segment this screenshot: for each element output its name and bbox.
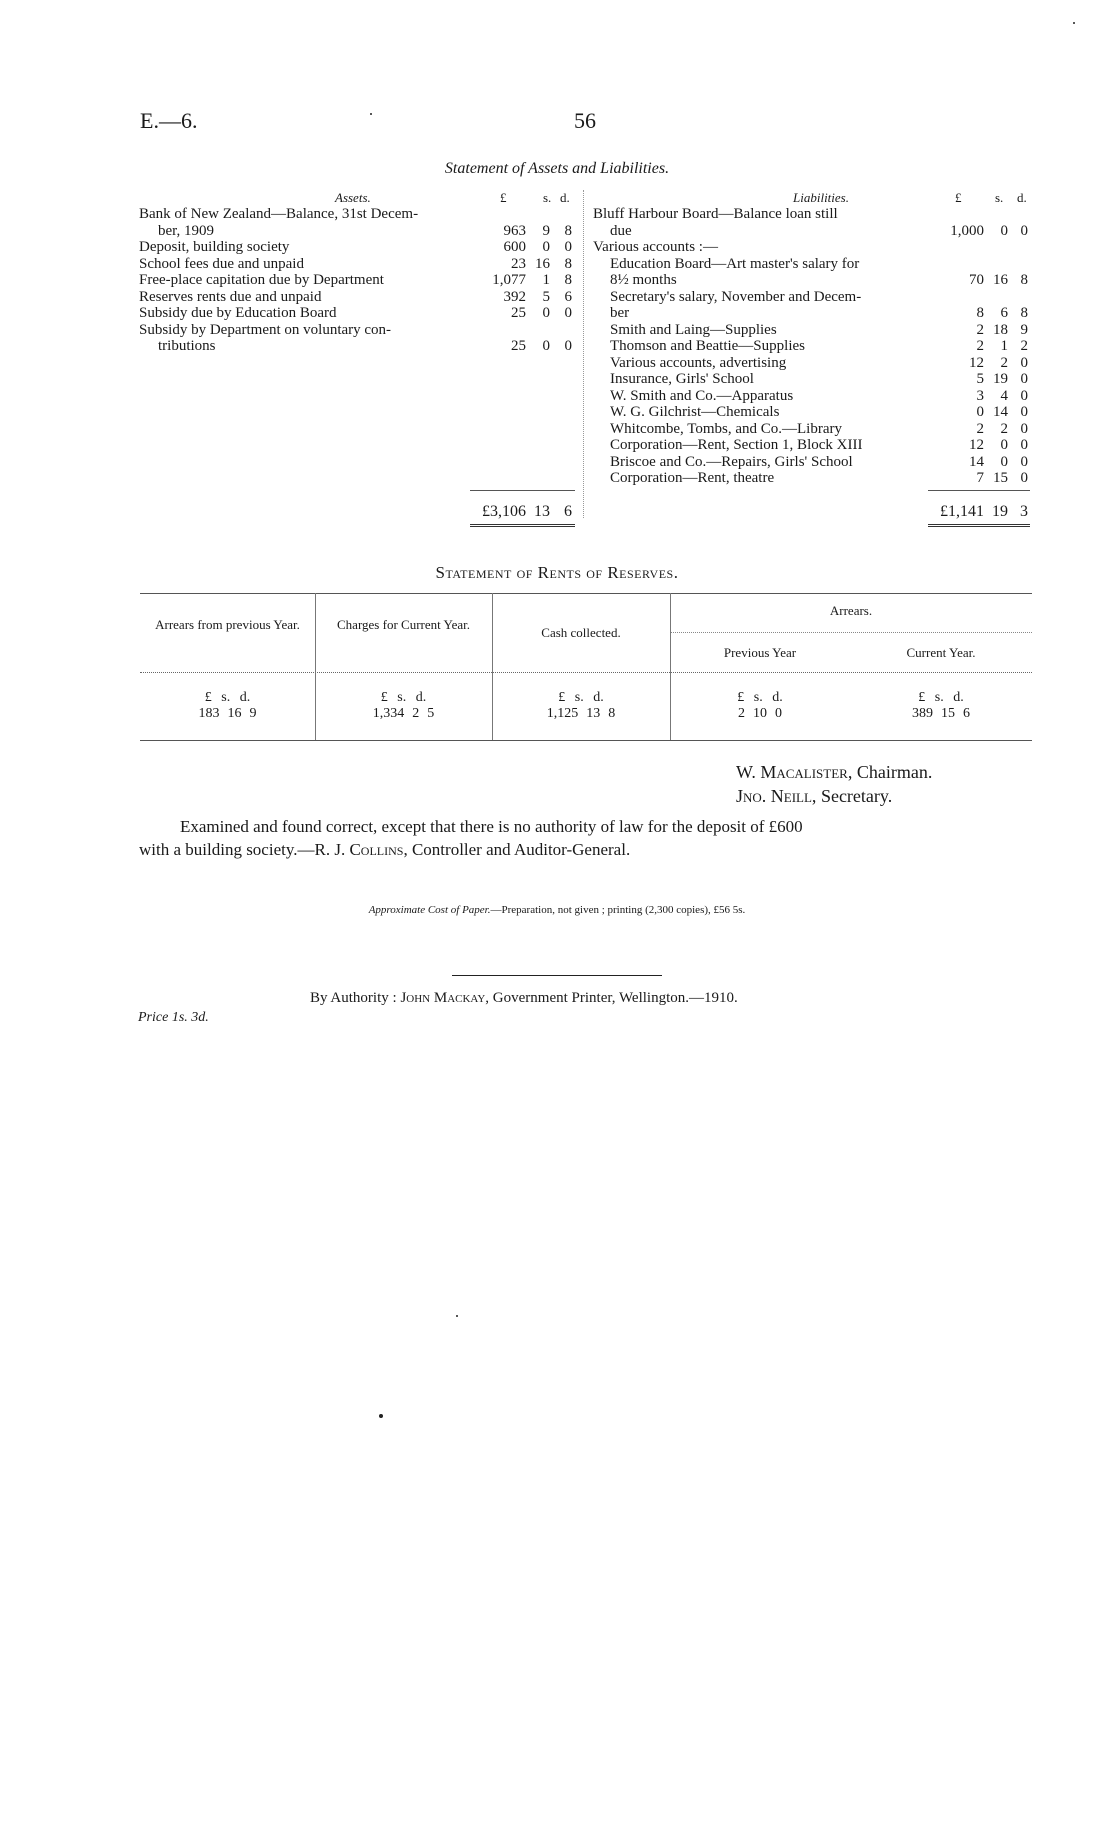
asset-shillings: 5 — [542, 288, 550, 305]
liability-pounds: 12 — [969, 437, 984, 453]
assets-unit-pence: d. — [560, 190, 570, 205]
asset-label: Deposit, building society — [139, 239, 290, 255]
imprint-rule — [452, 975, 662, 976]
secretary-name: Jno. Neill, — [736, 786, 817, 806]
liability-pounds: 0 — [976, 404, 984, 420]
liability-label: W. Smith and Co.—Apparatus — [610, 387, 794, 404]
liability-label: Secretary's salary, November and Decem- — [610, 288, 862, 305]
assets-total-pence: 6 — [564, 503, 572, 520]
price: Price 1s. 3d. — [138, 1010, 209, 1025]
liability-shillings: 6 — [1000, 305, 1008, 321]
liabilities-unit-pounds: £ — [955, 190, 962, 205]
asset-pounds: 25 — [511, 305, 526, 321]
liability-label: Briscoe and Co.—Repairs, Girls' School — [610, 453, 853, 470]
liability-pence: 0 — [1020, 387, 1028, 404]
assets-total-rule — [470, 490, 575, 491]
asset-label: Bank of New Zealand—Balance, 31st Decem- — [139, 206, 419, 222]
column-divider — [583, 190, 584, 518]
assets-heading: Assets. — [335, 190, 371, 205]
liability-pence: 0 — [1020, 437, 1028, 453]
rents-value-part: 13 — [586, 706, 601, 721]
rents-value-part: 8 — [608, 706, 616, 721]
auditor-role: Controller and Auditor-General. — [411, 840, 631, 859]
rents-value-arrears-prev — [140, 706, 315, 722]
rents-value-prev-year — [670, 706, 850, 722]
liability-pence: 2 — [1020, 338, 1028, 354]
liability-pence: 9 — [1020, 321, 1028, 338]
liability-pounds: 2 — [976, 321, 984, 338]
asset-pounds: 1,077 — [492, 272, 526, 288]
liability-pounds: 8 — [976, 305, 984, 321]
liability-pounds: 5 — [976, 371, 984, 387]
liability-pence: 0 — [1020, 371, 1028, 387]
liability-label: ber — [610, 305, 630, 321]
statement-title: Statement of Assets and Liabilities. — [444, 160, 670, 177]
asset-label: School fees due and unpaid — [139, 255, 304, 272]
liability-pounds: 3 — [976, 387, 984, 404]
liability-pounds: 2 — [976, 338, 984, 354]
liabilities-total-double-rule — [928, 524, 1030, 527]
asset-pence: 0 — [564, 239, 572, 255]
asset-pence: 8 — [564, 272, 572, 288]
liabilities-heading: Liabilities. — [793, 190, 849, 205]
asset-label-cont: tributions — [158, 338, 216, 354]
liability-label: Bluff Harbour Board—Balance loan still — [593, 206, 838, 222]
liability-label: Various accounts :— — [593, 239, 718, 255]
imprint — [310, 990, 738, 1007]
rents-units-curr-year: £ s. d. — [918, 690, 964, 705]
rents-units-arrears-prev: £ s. d. — [204, 690, 251, 705]
asset-pounds: 25 — [511, 338, 526, 354]
rents-value-curr-year — [850, 706, 1032, 722]
chairman-role: Chairman. — [856, 762, 933, 782]
liability-label: Various accounts, advertising — [610, 354, 787, 371]
cost-note — [0, 904, 1114, 916]
liability-pence: 0 — [1020, 470, 1028, 486]
asset-label-cont: ber, 1909 — [158, 222, 215, 239]
scan-speck — [1073, 22, 1075, 24]
liabilities-total-shillings: 19 — [992, 503, 1008, 520]
liability-label: 8½ months — [610, 272, 677, 288]
scan-speck — [370, 113, 372, 115]
col-cash-collected: Cash collected. — [541, 625, 621, 640]
asset-pounds: 23 — [511, 255, 526, 272]
col-current-year: Current Year. — [906, 645, 976, 660]
liability-pence: 0 — [1020, 222, 1028, 239]
scan-speck — [379, 1414, 383, 1418]
examined-line-2 — [139, 840, 630, 860]
rents-value-part: 9 — [249, 706, 257, 721]
rents-value-cash — [492, 706, 670, 722]
liability-shillings: 0 — [1000, 437, 1008, 453]
liability-label: Insurance, Girls' School — [610, 371, 754, 387]
rents-units-charges: £ s. d. — [380, 690, 427, 705]
examined-text: with a building society.— — [139, 840, 315, 859]
rents-value-part: 16 — [227, 706, 242, 721]
secretary-role: Secretary. — [820, 786, 893, 806]
liability-pence: 0 — [1020, 404, 1028, 420]
col-arrears: Arrears. — [829, 603, 873, 618]
page-number: 56 — [574, 108, 596, 133]
rents-value-part: 6 — [963, 706, 970, 721]
asset-shillings: 16 — [535, 255, 550, 272]
asset-shillings: 0 — [542, 239, 550, 255]
liability-pounds: 70 — [969, 272, 984, 288]
liability-shillings: 14 — [993, 404, 1008, 420]
liabilities-unit-pence: d. — [1017, 190, 1027, 205]
rents-value-part: 183 — [198, 706, 220, 721]
liability-shillings: 18 — [993, 321, 1008, 338]
chairman-signature — [736, 762, 932, 783]
asset-pence: 6 — [564, 288, 572, 305]
col-previous-year: Previous Year — [723, 645, 797, 660]
asset-pounds: 600 — [503, 239, 526, 255]
assets-total-shillings: 13 — [534, 503, 550, 520]
rents-value-part: 10 — [753, 706, 767, 721]
liability-pounds: 7 — [976, 470, 984, 486]
cost-label: Approximate Cost of Paper. — [368, 904, 491, 916]
examined-line-1: Examined and found correct, except that there is no authority of law for the deposit of £600 — [180, 817, 803, 836]
asset-pence: 0 — [564, 338, 572, 354]
secretary-signature — [736, 786, 892, 807]
asset-shillings: 0 — [542, 338, 550, 354]
liability-shillings: 4 — [1000, 387, 1008, 404]
assets-total-double-rule — [470, 524, 575, 527]
asset-shillings: 1 — [542, 272, 550, 288]
col-charges-current: Charges for Current Year. — [337, 617, 470, 632]
liability-shillings: 1 — [1000, 338, 1008, 354]
cost-text: —Preparation, not given ; printing (2,300 copies), £56 5s. — [490, 904, 746, 916]
liability-pounds: 1,000 — [950, 222, 984, 239]
scan-speck — [456, 1315, 458, 1317]
rents-value-charges — [315, 706, 492, 722]
rents-value-part: 0 — [775, 706, 782, 721]
liability-label: Smith and Laing—Supplies — [610, 321, 777, 338]
rents-value-part: 389 — [912, 706, 933, 721]
rents-value-part: 5 — [427, 706, 435, 721]
asset-shillings: 9 — [542, 222, 550, 239]
imprint-text: By Authority : — [310, 990, 397, 1006]
rents-value-part: 2 — [412, 706, 420, 721]
liability-label: due — [610, 222, 632, 239]
liabilities-total-rule — [928, 490, 1030, 491]
printer-name: John Mackay, — [400, 990, 490, 1006]
liabilities-total-pounds: £1,141 — [940, 503, 984, 520]
liability-shillings: 19 — [993, 371, 1008, 387]
liability-shillings: 2 — [1000, 354, 1008, 371]
liability-pence: 8 — [1020, 305, 1028, 321]
asset-label: Subsidy due by Education Board — [139, 305, 337, 321]
auditor-name: R. J. Collins, — [314, 840, 408, 859]
liabilities-total-pence: 3 — [1020, 503, 1028, 520]
imprint-rest: Government Printer, Wellington.—1910. — [492, 990, 738, 1006]
assets-unit-pounds: £ — [500, 190, 507, 205]
rents-value-part: 1,334 — [372, 706, 405, 721]
liability-label: Corporation—Rent, Section 1, Block XIII — [610, 437, 863, 453]
asset-label: Subsidy by Department on voluntary con- — [139, 321, 392, 338]
rents-value-part: 2 — [738, 706, 745, 721]
liability-shillings: 0 — [1000, 453, 1008, 470]
liability-label: Corporation—Rent, theatre — [610, 470, 775, 486]
rents-units-cash: £ s. d. — [558, 690, 604, 705]
rents-bottom-rule — [140, 740, 1032, 741]
asset-pounds: 392 — [503, 288, 526, 305]
liability-label: Education Board—Art master's salary for — [610, 255, 860, 272]
rents-title: Statement of Rents of Reserves. — [435, 563, 679, 582]
liability-pounds: 2 — [976, 420, 984, 437]
liability-pence: 8 — [1020, 272, 1028, 288]
liability-shillings: 0 — [1000, 222, 1008, 239]
rents-value-part: 15 — [941, 706, 955, 721]
asset-pounds: 963 — [503, 222, 526, 239]
asset-label: Free-place capitation due by Department — [139, 272, 384, 288]
asset-shillings: 0 — [542, 305, 550, 321]
chairman-name: W. Macalister, — [736, 762, 853, 782]
liability-shillings: 15 — [993, 470, 1008, 486]
liabilities-unit-shillings: s. — [995, 190, 1004, 205]
liability-label: W. G. Gilchrist—Chemicals — [610, 404, 780, 420]
liability-label: Thomson and Beattie—Supplies — [610, 338, 805, 354]
arrears-sub-rule — [670, 632, 1032, 633]
document-code: E.—6. — [140, 108, 198, 133]
liability-pence: 0 — [1020, 420, 1028, 437]
rents-top-rule — [140, 593, 1032, 594]
rents-value-part: 1,125 — [546, 706, 579, 721]
assets-unit-shillings: s. — [543, 190, 552, 205]
liability-pounds: 12 — [969, 354, 984, 371]
rents-units-prev-year: £ s. d. — [737, 690, 783, 705]
liability-shillings: 2 — [1000, 420, 1008, 437]
liability-pounds: 14 — [969, 453, 984, 470]
liability-label: Whitcombe, Tombs, and Co.—Library — [610, 420, 842, 437]
asset-label: Reserves rents due and unpaid — [139, 288, 322, 305]
rents-header-rule — [140, 672, 1032, 673]
asset-pence: 0 — [564, 305, 572, 321]
col-arrears-previous: Arrears from previous Year. — [155, 617, 300, 632]
assets-total-pounds: £3,106 — [482, 503, 526, 520]
liability-pence: 0 — [1020, 354, 1028, 371]
liability-pence: 0 — [1020, 453, 1028, 470]
asset-pence: 8 — [564, 222, 572, 239]
asset-pence: 8 — [564, 255, 572, 272]
liability-shillings: 16 — [993, 272, 1008, 288]
